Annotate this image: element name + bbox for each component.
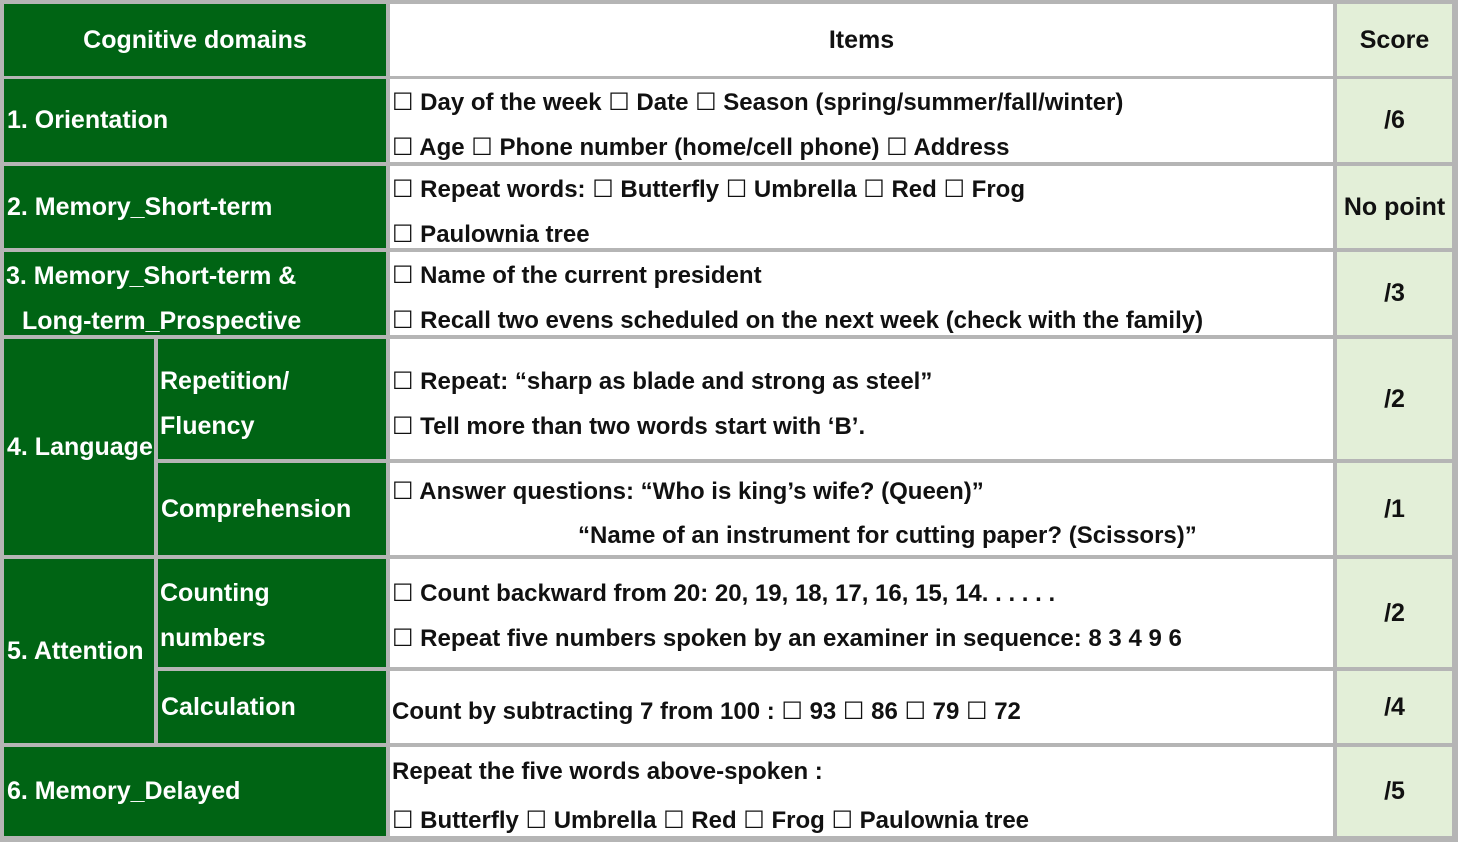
domain-memory-prospective xyxy=(4,252,386,335)
subdomain-label: Fluency xyxy=(160,412,255,440)
items-calculation xyxy=(390,671,1333,743)
domain-label: Long-term_Prospective xyxy=(22,307,302,335)
score-memory-delayed: /5 xyxy=(1337,747,1452,836)
items-memory-short-term xyxy=(390,166,1333,248)
score-counting: /2 xyxy=(1337,559,1452,667)
item-line: ☐ Repeat five numbers spoken by an examiner in sequence: 8 3 4 9 6 xyxy=(392,625,1182,652)
score-memory-prospective: /3 xyxy=(1337,252,1452,335)
item-line: ☐ Repeat: “sharp as blade and strong as steel” xyxy=(392,368,933,395)
items-counting xyxy=(390,559,1333,667)
item-line: ☐ Name of the current president xyxy=(392,262,762,289)
item-line: Count by subtracting 7 from 100 : ☐ 93 ☐ 86 ☐ 79 ☐ 72 xyxy=(392,698,1021,725)
item-line: ☐ Repeat words: ☐ Butterfly ☐ Umbrella ☐ Red ☐ Frog xyxy=(392,176,1025,203)
item-line: Repeat the five words above-spoken : xyxy=(392,758,823,785)
header-domains: Cognitive domains xyxy=(4,4,386,76)
items-orientation xyxy=(390,79,1333,162)
item-line: ☐ Butterfly ☐ Umbrella ☐ Red ☐ Frog ☐ Paulownia tree xyxy=(392,807,1030,834)
subdomain-repetition xyxy=(158,339,386,459)
items-memory-delayed xyxy=(390,747,1333,836)
domain-language: 4. Language xyxy=(4,339,154,555)
domain-memory-short-term: 2. Memory_Short-term xyxy=(4,166,386,248)
item-line: ☐ Count backward from 20: 20, 19, 18, 17, 16, 15, 14. . . . . . xyxy=(392,580,1056,607)
subdomain-label: numbers xyxy=(160,624,266,652)
items-comprehension xyxy=(390,463,1333,555)
subdomain-label: Repetition/ xyxy=(160,367,290,395)
header-items: Items xyxy=(390,4,1333,76)
item-line: ☐ Tell more than two words start with ‘B’. xyxy=(392,413,866,440)
score-memory-short-term: No point xyxy=(1337,166,1452,248)
score-calculation: /4 xyxy=(1337,671,1452,743)
item-line: ☐ Paulownia tree xyxy=(392,221,590,248)
item-line: ☐ Recall two evens scheduled on the next week (check with the family) xyxy=(392,307,1204,334)
score-orientation: /6 xyxy=(1337,79,1452,162)
score-comprehension: /1 xyxy=(1337,463,1452,555)
items-repetition xyxy=(390,339,1333,459)
domain-label: 3. Memory_Short-term & xyxy=(6,262,297,290)
items-memory-prospective xyxy=(390,252,1333,335)
item-line: ☐ Answer questions: “Who is king’s wife? (Queen)” xyxy=(392,478,984,505)
subdomain-counting xyxy=(158,559,386,667)
header-score: Score xyxy=(1337,4,1452,76)
item-line: ☐ Day of the week ☐ Date ☐ Season (spring/summer/fall/winter) xyxy=(392,89,1124,116)
item-line: “Name of an instrument for cutting paper? (Scissors)” xyxy=(578,522,1197,549)
score-repetition: /2 xyxy=(1337,339,1452,459)
subdomain-comprehension: Comprehension xyxy=(158,463,386,555)
domain-memory-delayed: 6. Memory_Delayed xyxy=(4,747,386,836)
domain-orientation: 1. Orientation xyxy=(4,79,386,162)
item-line: ☐ Age ☐ Phone number (home/cell phone) ☐ Address xyxy=(392,134,1010,161)
domain-attention: 5. Attention xyxy=(4,559,154,743)
subdomain-label: Counting xyxy=(160,579,270,607)
subdomain-calculation: Calculation xyxy=(158,671,386,743)
